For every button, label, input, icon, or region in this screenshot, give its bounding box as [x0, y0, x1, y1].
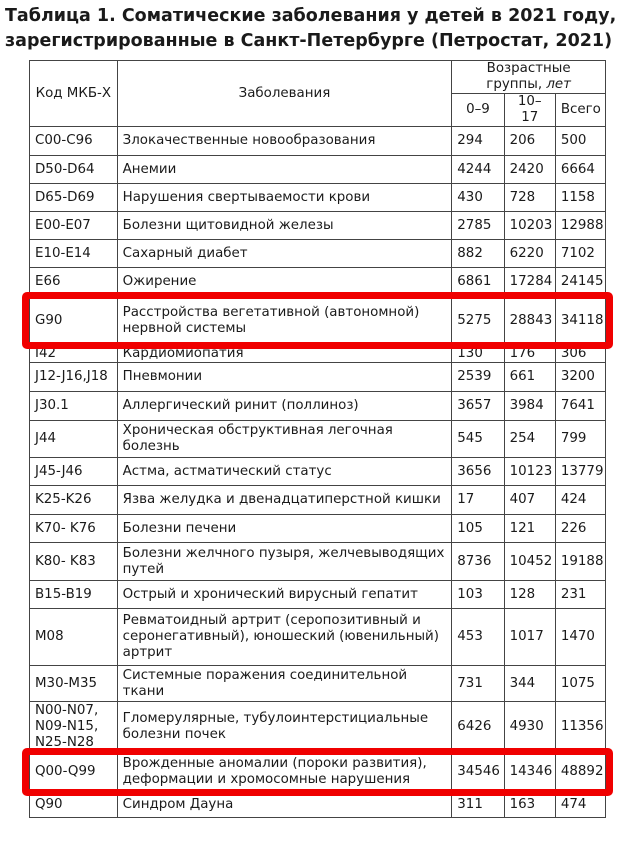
cell-age-10-17: 206 [504, 127, 555, 156]
table-row [30, 184, 606, 212]
header-disease: Заболевания [117, 61, 452, 127]
cell-age-0-9: 105 [452, 515, 504, 543]
cell-code: K25-K26 [30, 486, 118, 515]
cell-disease: Хроническая обструктивная легочная болезнь [117, 421, 452, 458]
cell-age-10-17: 128 [504, 581, 555, 609]
cell-total: 1470 [555, 609, 605, 666]
cell-age-10-17: 728 [504, 184, 555, 212]
cell-disease: Болезни щитовидной железы [117, 212, 452, 240]
cell-age-10-17: 176 [504, 346, 555, 363]
header-age-groups-label: Возрастные группы, [486, 61, 571, 92]
table-row [30, 127, 606, 156]
cell-age-0-9: 2539 [452, 363, 504, 392]
table-row [30, 268, 606, 296]
cell-disease: Синдром Дауна [117, 793, 452, 818]
cell-age-10-17: 4930 [504, 702, 555, 752]
table-row [30, 421, 606, 458]
cell-age-0-9: 545 [452, 421, 504, 458]
cell-age-10-17: 3984 [504, 392, 555, 421]
cell-age-10-17: 14346 [504, 752, 555, 793]
cell-age-10-17: 10123 [504, 458, 555, 486]
cell-age-0-9: 453 [452, 609, 504, 666]
cell-code: M30-M35 [30, 666, 118, 702]
cell-disease: Ревматоидный артрит (серопозитивный и серонегативный), юношеский (ювенильный) артрит [117, 609, 452, 666]
cell-code: E10-E14 [30, 240, 118, 268]
cell-total: 424 [555, 486, 605, 515]
cell-age-0-9: 3657 [452, 392, 504, 421]
cell-total: 11356 [555, 702, 605, 752]
cell-age-0-9: 6861 [452, 268, 504, 296]
cell-age-10-17: 344 [504, 666, 555, 702]
cell-disease: Пневмонии [117, 363, 452, 392]
cell-total: 1075 [555, 666, 605, 702]
cell-disease: Ожирение [117, 268, 452, 296]
cell-age-10-17: 407 [504, 486, 555, 515]
table-row [30, 543, 606, 581]
cell-total: 231 [555, 581, 605, 609]
header-age-groups [452, 61, 606, 94]
cell-total: 799 [555, 421, 605, 458]
cell-code: M08 [30, 609, 118, 666]
cell-age-10-17: 163 [504, 793, 555, 818]
cell-code: D50-D64 [30, 156, 118, 184]
cell-code: K70- K76 [30, 515, 118, 543]
cell-disease: Расстройства вегетативной (автономной) нервной системы [117, 296, 452, 346]
cell-disease: Язва желудка и двенадцатиперстной кишки [117, 486, 452, 515]
cell-code: D65-D69 [30, 184, 118, 212]
table-title [5, 4, 617, 54]
cell-total: 48892 [555, 752, 605, 793]
table-body [30, 127, 606, 818]
table-row [30, 392, 606, 421]
cell-age-0-9: 130 [452, 346, 504, 363]
cell-code: Q00-Q99 [30, 752, 118, 793]
cell-total: 13779 [555, 458, 605, 486]
cell-total: 3200 [555, 363, 605, 392]
cell-age-10-17: 121 [504, 515, 555, 543]
cell-total: 19188 [555, 543, 605, 581]
cell-disease: Анемии [117, 156, 452, 184]
table-row [30, 240, 606, 268]
cell-code: E00-E07 [30, 212, 118, 240]
cell-total: 7641 [555, 392, 605, 421]
cell-age-0-9: 294 [452, 127, 504, 156]
cell-disease: Сахарный диабет [117, 240, 452, 268]
cell-age-10-17: 661 [504, 363, 555, 392]
cell-age-10-17: 2420 [504, 156, 555, 184]
cell-total: 7102 [555, 240, 605, 268]
cell-age-0-9: 6426 [452, 702, 504, 752]
table-row [30, 346, 606, 363]
cell-total: 306 [555, 346, 605, 363]
cell-age-0-9: 2785 [452, 212, 504, 240]
header-age-0-9: 0–9 [452, 94, 504, 127]
table-row [30, 458, 606, 486]
header-code: Код МКБ-Х [30, 61, 118, 127]
cell-total: 6664 [555, 156, 605, 184]
cell-code: J30.1 [30, 392, 118, 421]
cell-disease: Болезни печени [117, 515, 452, 543]
cell-code: Q90 [30, 793, 118, 818]
cell-age-0-9: 34546 [452, 752, 504, 793]
table-title-line-1: Таблица 1. Соматические заболевания у детей в 2021 году, [5, 6, 617, 26]
cell-code: C00-C96 [30, 127, 118, 156]
cell-total: 1158 [555, 184, 605, 212]
table-row [30, 581, 606, 609]
cell-disease: Астма, астматический статус [117, 458, 452, 486]
cell-total: 474 [555, 793, 605, 818]
cell-code: N00-N07, N09-N15, N25-N28 [30, 702, 118, 752]
table-row [30, 156, 606, 184]
table-row [30, 515, 606, 543]
cell-disease: Аллергический ринит (поллиноз) [117, 392, 452, 421]
cell-age-0-9: 311 [452, 793, 504, 818]
cell-total: 12988 [555, 212, 605, 240]
table-row [30, 363, 606, 392]
cell-disease: Гломерулярные, тубулоинтерстициальные болезни почек [117, 702, 452, 752]
cell-disease: Кардиомиопатия [117, 346, 452, 363]
cell-disease: Врожденные аномалии (пороки развития), деформации и хромосомные нарушения [117, 752, 452, 793]
cell-disease: Злокачественные новообразования [117, 127, 452, 156]
cell-age-0-9: 103 [452, 581, 504, 609]
cell-code: B15-B19 [30, 581, 118, 609]
cell-age-0-9: 3656 [452, 458, 504, 486]
cell-age-10-17: 10452 [504, 543, 555, 581]
cell-code: K80- K83 [30, 543, 118, 581]
cell-code: J44 [30, 421, 118, 458]
cell-age-0-9: 4244 [452, 156, 504, 184]
header-age-unit: лет [546, 77, 571, 92]
table-row [30, 609, 606, 666]
cell-age-0-9: 17 [452, 486, 504, 515]
cell-total: 226 [555, 515, 605, 543]
cell-age-0-9: 5275 [452, 296, 504, 346]
cell-total: 34118 [555, 296, 605, 346]
cell-age-0-9: 8736 [452, 543, 504, 581]
cell-total: 500 [555, 127, 605, 156]
cell-disease: Острый и хронический вирусный гепатит [117, 581, 452, 609]
disease-table [29, 60, 606, 818]
table-row [30, 296, 606, 346]
cell-disease: Болезни желчного пузыря, желчевыводящих путей [117, 543, 452, 581]
header-age-10-17: 10–17 [504, 94, 555, 127]
cell-age-10-17: 17284 [504, 268, 555, 296]
cell-disease: Системные поражения соединительной ткани [117, 666, 452, 702]
table-title-line-2: зарегистрированные в Санкт-Петербурге (Петростат, 2021) [5, 31, 613, 51]
header-total: Всего [555, 94, 605, 127]
cell-age-10-17: 10203 [504, 212, 555, 240]
cell-disease: Нарушения свертываемости крови [117, 184, 452, 212]
cell-total: 24145 [555, 268, 605, 296]
cell-age-0-9: 731 [452, 666, 504, 702]
table-row [30, 793, 606, 818]
cell-age-10-17: 6220 [504, 240, 555, 268]
cell-code: I42 [30, 346, 118, 363]
cell-age-10-17: 28843 [504, 296, 555, 346]
table-row [30, 666, 606, 702]
cell-age-10-17: 254 [504, 421, 555, 458]
cell-age-0-9: 882 [452, 240, 504, 268]
cell-code: E66 [30, 268, 118, 296]
cell-code: G90 [30, 296, 118, 346]
cell-code: J12-J16,J18 [30, 363, 118, 392]
table-row [30, 212, 606, 240]
table-row [30, 702, 606, 752]
cell-age-0-9: 430 [452, 184, 504, 212]
cell-code: J45-J46 [30, 458, 118, 486]
cell-age-10-17: 1017 [504, 609, 555, 666]
table-row [30, 486, 606, 515]
table-row [30, 752, 606, 793]
